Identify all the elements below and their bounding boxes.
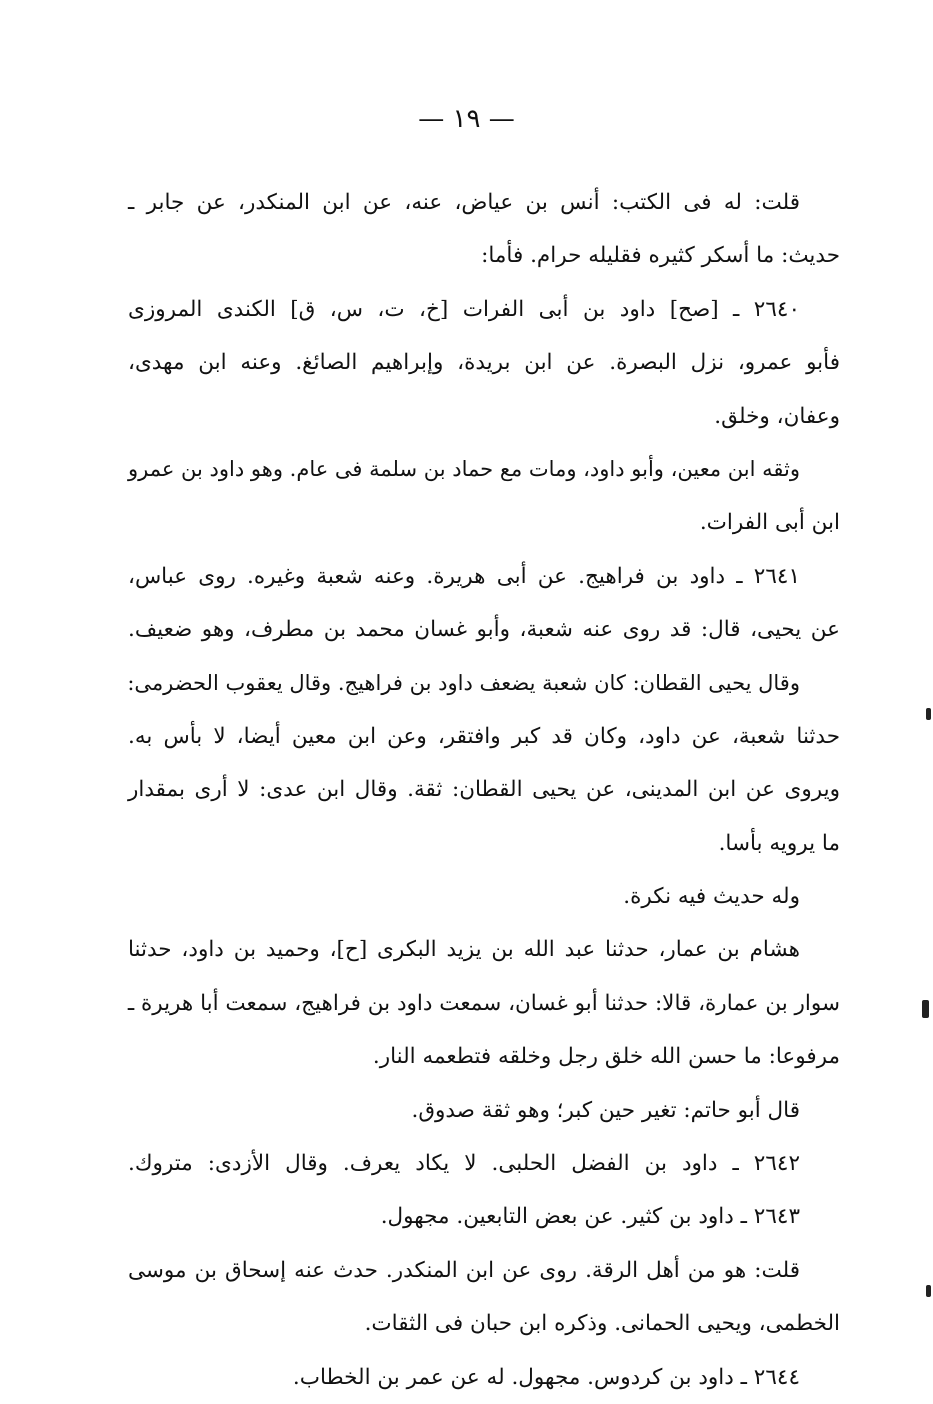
text-line: هشام بن عمار، حدثنا عبد الله بن يزيد البكرى [ح]، وحميد بن داود، حدثنا (128, 937, 800, 963)
text-line: حديث: ما أسكر كثيره فقليله حرام. فأما: (481, 243, 840, 269)
text-line: وقال يحيى القطان: كان شعبة يضعف داود بن فراهيج. وقال يعقوب الحضرمى: (127, 670, 800, 695)
text-line: وعفان، وخلق. (714, 403, 840, 429)
text-line: وثقه ابن معين، وأبو داود، ومات مع حماد بن سلمة فى عام. وهو داود بن عمرو (127, 456, 800, 481)
text-line: ويروى عن ابن المدينى، عن يحيى القطان: ثقة. وقال ابن عدى: لا أرى بمقدار (128, 777, 840, 803)
text-line: الخطمى، ويحيى الحمانى. وذكره ابن حبان فى الثقات. (364, 1311, 840, 1337)
text-line: وله حديث فيه نكرة. (623, 884, 800, 910)
text-line: ٢٦٤٠ ـ [صح] داود بن أبى الفرات [خ، ت، س، ق] الكندى المروزى (128, 296, 800, 322)
text-body (128, 176, 840, 1404)
text-line: عن يحيى، قال: قد روى عنه شعبة، وأبو غسان محمد بن مطرف، وهو ضعيف. (128, 617, 840, 643)
text-line: مرفوعا: ما حسن الله خلق رجل وخلقه فتطعمه النار. (372, 1044, 840, 1070)
text-line: قال أبو حاتم: تغير حين كبر؛ وهو ثقة صدوق. (411, 1097, 800, 1123)
text-line: ٢٦٤٤ ـ داود بن كردوس. مجهول. له عن عمر بن الخطاب. (292, 1364, 800, 1390)
text-line: ٢٦٤١ ـ داود بن فراهيج. عن أبى هريرة. وعنه شعبة وغيره. روى عباس، (128, 563, 800, 589)
text-line: فأبو عمرو، نزل البصرة. عن ابن بريدة، وإبراهيم الصائغ. وعنه ابن مهدى، (128, 350, 840, 376)
margin-ink-mark (922, 1000, 929, 1018)
text-line: ٢٦٤٣ ـ داود بن كثير. عن بعض التابعين. مجهول. (380, 1204, 800, 1230)
text-line: قلت: له فى الكتب: أنس بن عياض، عنه، عن ابن المنكدر، عن جابر ـ (128, 190, 800, 215)
margin-ink-mark (926, 1285, 931, 1297)
text-line: ٢٦٤٢ ـ داود بن الفضل الحلبى. لا يكاد يعرف. وقال الأزدى: متروك. (128, 1151, 800, 1177)
text-line: ما يرويه بأسا. (718, 830, 840, 856)
text-line: حدثنا شعبة، عن داود، وكان قد كبر وافتقر، وعن ابن معين أيضا، لا بأس به. (128, 723, 840, 749)
margin-ink-mark (926, 708, 931, 720)
text-line: سوار بن عمارة، قالا: حدثنا أبو غسان، سمعت داود بن فراهيج، سمعت أبا هريرة ـ (127, 990, 840, 1016)
text-line: قلت: هو من أهل الرقة. روى عن ابن المنكدر. حدث عنه إسحاق بن موسى (128, 1257, 800, 1283)
page-number: — ١٩ — (418, 104, 515, 134)
text-line: ابن أبى الفرات. (699, 510, 840, 536)
